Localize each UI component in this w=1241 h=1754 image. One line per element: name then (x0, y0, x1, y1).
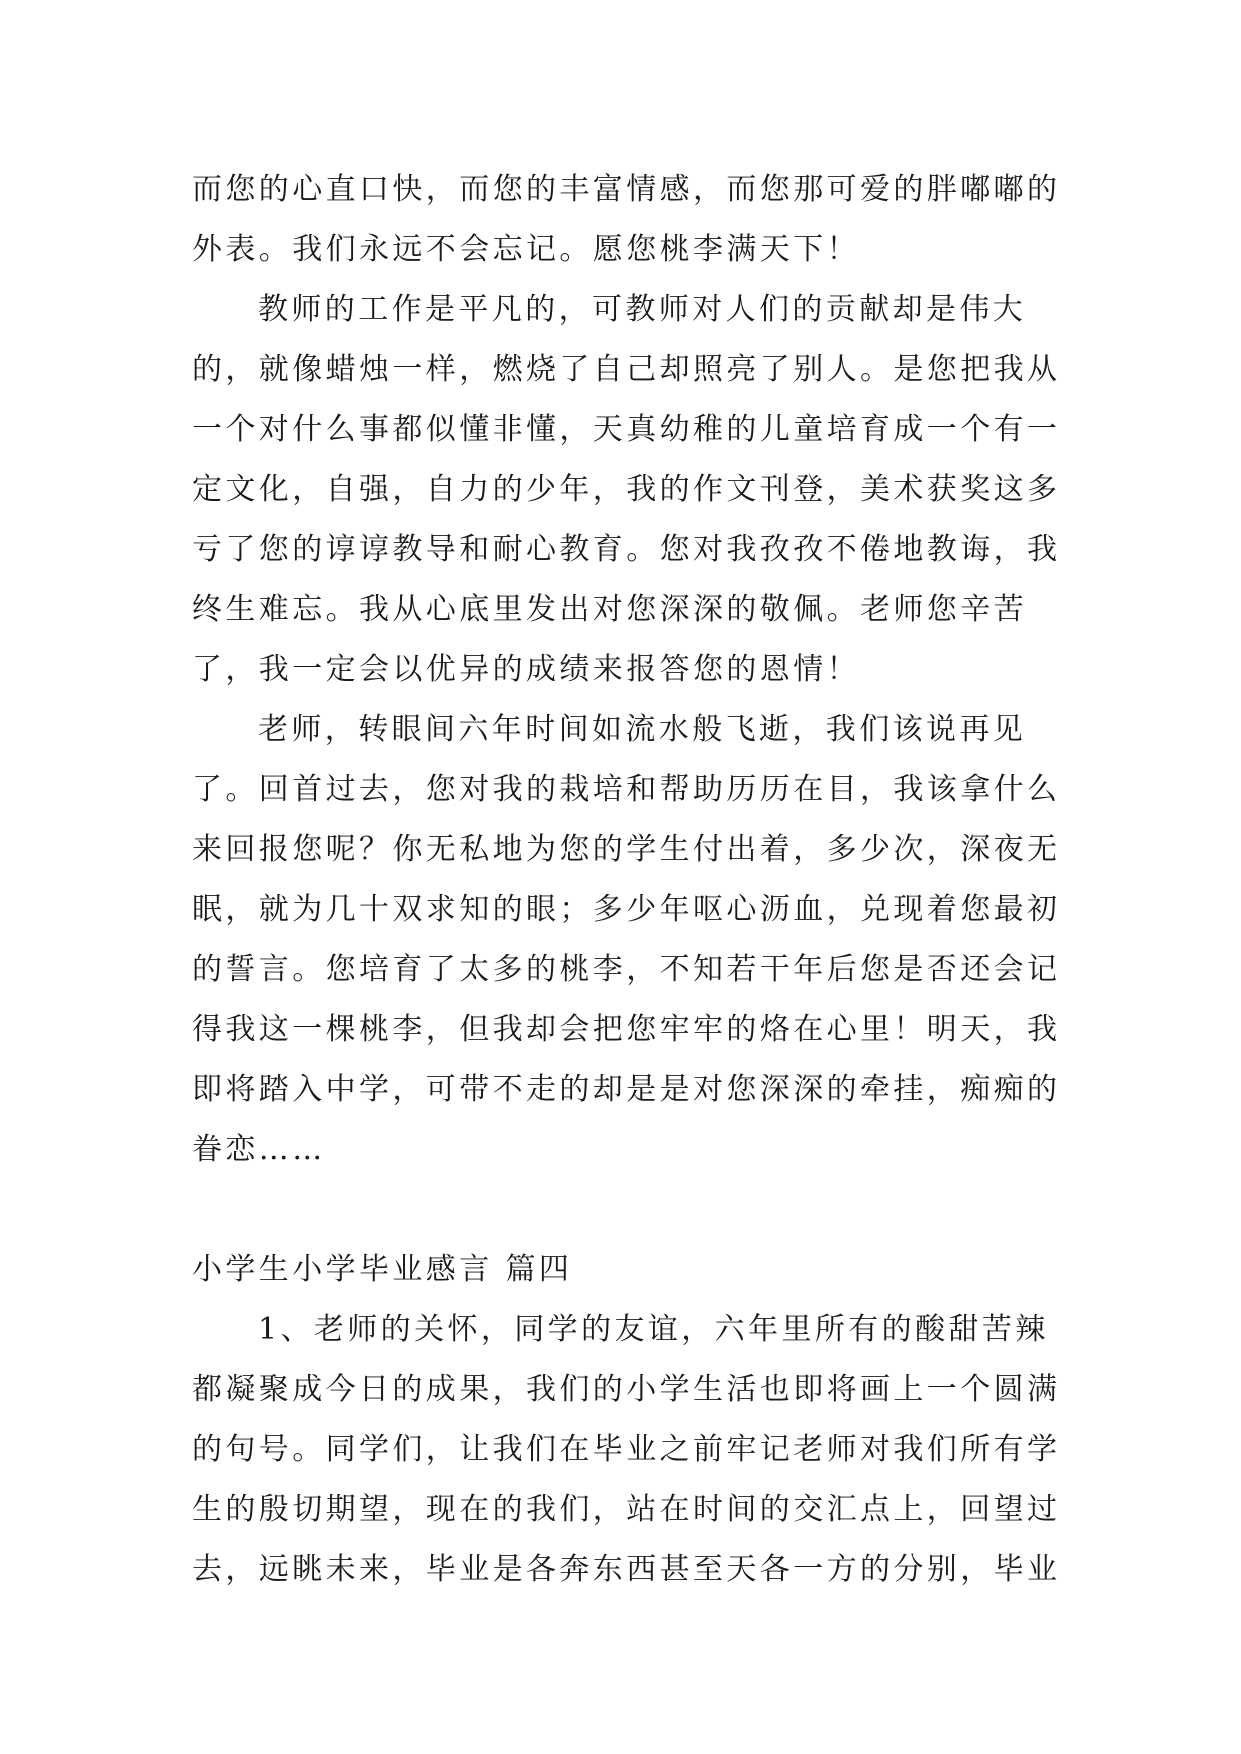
paragraph-teacher-work: 教师的工作是平凡的，可教师对人们的贡献却是伟大的，就像蜡烛一样，燃烧了自己却照亮了别人。是您把我从一个对什么事都似懂非懂，天真幼稚的儿童培育成一个有一定文化，自强，自力的少年，我的作文刊登，美术获奖这多亏了您的谆谆教导和耐心教育。您对我孜孜不倦地教诲，我终生难忘。我从心底里发出对您深深的敬佩。老师您辛苦了，我一定会以优异的成绩来报答您的恩情！ (192, 292, 1061, 687)
section-title: 小学生小学毕业感言 篇四 (192, 1252, 573, 1287)
paragraph-continuation: 而您的心直口快，而您的丰富情感，而您那可爱的胖嘟嘟的外表。我们永远不会忘记。愿您桃李满天下！ (192, 172, 1061, 267)
paragraph-farewell: 老师，转眼间六年时间如流水般飞逝，我们该说再见了。回首过去，您对我的栽培和帮助历历在目，我该拿什么来回报您呢？你无私地为您的学生付出着，多少次，深夜无眠，就为几十双求知的眼；多少年呕心沥血，兑现着您最初的誓言。您培育了太多的桃李，不知若干年后您是否还会记得我这一棵桃李，但我却会把您牢牢的烙在心里！明天，我即将踏入中学，可带不走的却是是对您深深的牵挂，痴痴的眷恋…… (192, 712, 1061, 1167)
paragraph-section-four-1: 1、老师的关怀，同学的友谊，六年里所有的酸甜苦辣都凝聚成今日的成果，我们的小学生活也即将画上一个圆满的句号。同学们，让我们在毕业之前牢记老师对我们所有学生的殷切期望，现在的我们，站在时间的交汇点上，回望过去，远眺未来，毕业是各奔东西甚至天各一方的分别，毕业 (192, 1312, 1061, 1587)
document-body (192, 160, 1072, 1600)
